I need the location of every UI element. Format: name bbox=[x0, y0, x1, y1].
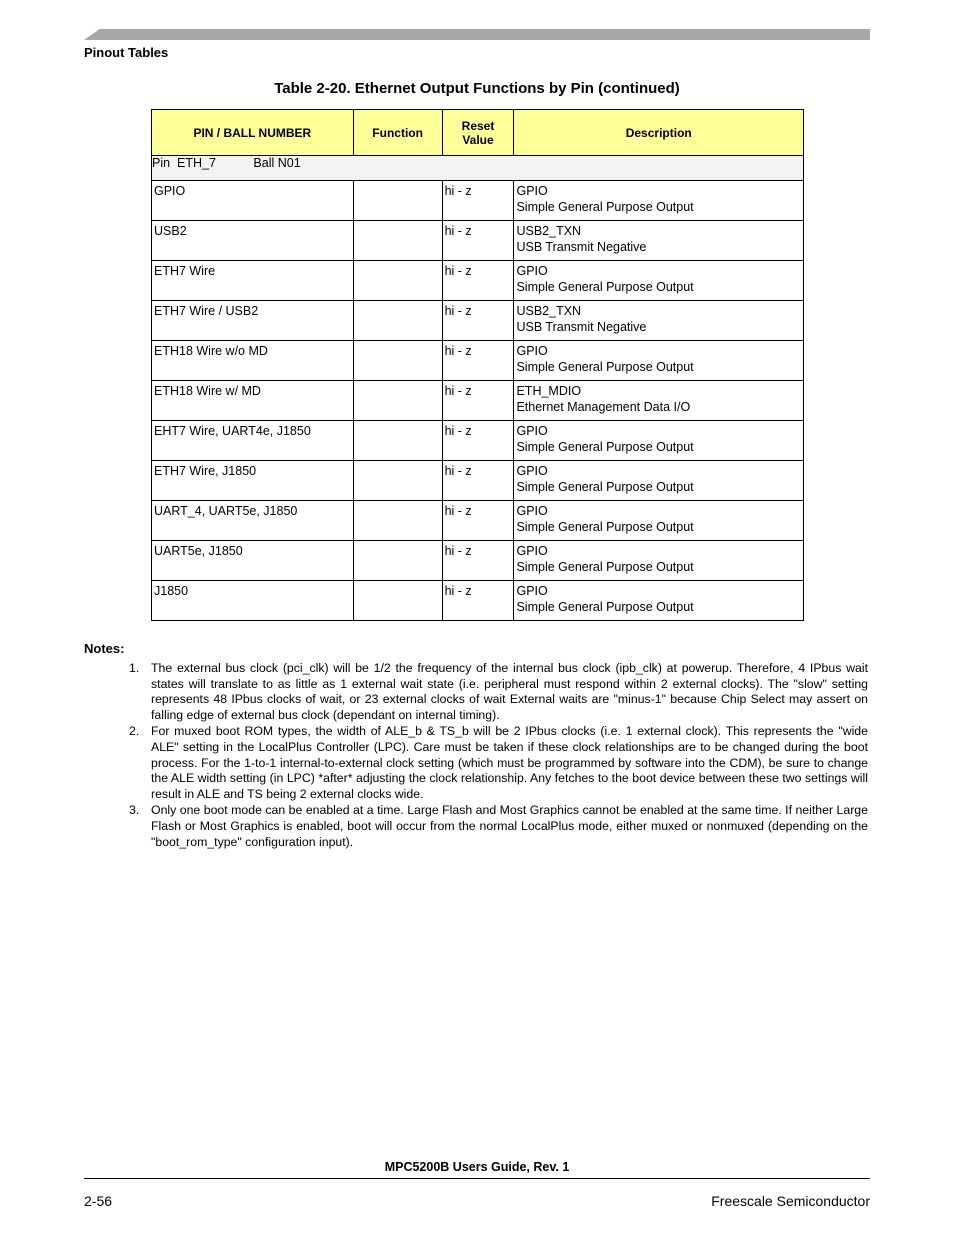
description-signal: GPIO bbox=[516, 264, 548, 278]
cell-pin bbox=[152, 261, 354, 301]
reset-text: hi - z bbox=[444, 464, 472, 478]
notes-title: Notes: bbox=[84, 641, 125, 656]
function-text bbox=[354, 301, 442, 304]
column-header-description: Description bbox=[514, 110, 804, 156]
cell-reset-value bbox=[442, 541, 514, 581]
function-text bbox=[354, 421, 442, 424]
cell-function bbox=[353, 381, 442, 421]
table-row bbox=[152, 381, 804, 421]
cell-description bbox=[514, 501, 804, 541]
cell-description bbox=[514, 261, 804, 301]
reset-text: hi - z bbox=[444, 344, 472, 358]
cell-function bbox=[353, 261, 442, 301]
description-signal: USB2_TXN bbox=[516, 224, 582, 238]
note-number: 3. bbox=[129, 803, 140, 818]
description-text bbox=[514, 581, 803, 615]
cell-function bbox=[353, 221, 442, 261]
column-header-reset-value bbox=[442, 110, 514, 156]
cell-description bbox=[514, 461, 804, 501]
note-number: 2. bbox=[129, 724, 140, 739]
description-signal: GPIO bbox=[516, 504, 548, 518]
cell-reset-value bbox=[442, 381, 514, 421]
function-text bbox=[354, 261, 442, 264]
table-row bbox=[152, 341, 804, 381]
reset-text: hi - z bbox=[444, 264, 472, 278]
footer-document-title: MPC5200B Users Guide, Rev. 1 bbox=[384, 1160, 570, 1174]
pin-text: J1850 bbox=[154, 584, 189, 598]
table-row bbox=[152, 541, 804, 581]
cell-function bbox=[353, 581, 442, 621]
table-row bbox=[152, 261, 804, 301]
description-text bbox=[514, 421, 803, 455]
pin-text: ETH18 Wire w/o MD bbox=[154, 344, 268, 358]
description-text bbox=[514, 221, 803, 255]
cell-function bbox=[353, 301, 442, 341]
cell-reset-value bbox=[442, 421, 514, 461]
reset-text: hi - z bbox=[444, 504, 472, 518]
description-detail: USB Transmit Negative bbox=[516, 239, 647, 254]
pin-text: ETH7 Wire bbox=[154, 264, 216, 278]
description-detail: Simple General Purpose Output bbox=[516, 439, 694, 454]
cell-reset-value bbox=[442, 461, 514, 501]
note-item bbox=[129, 661, 868, 724]
description-text bbox=[514, 541, 803, 575]
reset-text: hi - z bbox=[444, 544, 472, 558]
description-text bbox=[514, 381, 803, 415]
cell-function bbox=[353, 501, 442, 541]
description-signal: GPIO bbox=[516, 544, 548, 558]
description-signal: USB2_TXN bbox=[516, 304, 582, 318]
note-text: Only one boot mode can be enabled at a time. Large Flash and Most Graphics cannot be enabled at the same time. If neither Large Flash or Most Graphics is enabled, boot will occur from the normal LocalPlus mode, either muxed or nonmuxed (depending on the "boot_rom_type" configuration input). bbox=[151, 803, 868, 849]
company-name: Freescale Semiconductor bbox=[711, 1193, 870, 1209]
pin-text: USB2 bbox=[154, 224, 187, 238]
cell-function bbox=[353, 341, 442, 381]
function-text bbox=[354, 501, 442, 504]
table-row bbox=[152, 421, 804, 461]
table-row bbox=[152, 581, 804, 621]
description-detail: Simple General Purpose Output bbox=[516, 559, 694, 574]
function-text bbox=[354, 461, 442, 464]
table-row bbox=[152, 461, 804, 501]
pin-text: ETH7 Wire / USB2 bbox=[154, 304, 259, 318]
cell-reset-value bbox=[442, 301, 514, 341]
table-row bbox=[152, 501, 804, 541]
description-signal: GPIO bbox=[516, 184, 548, 198]
cell-description bbox=[514, 341, 804, 381]
description-signal: GPIO bbox=[516, 344, 548, 358]
description-signal: GPIO bbox=[516, 584, 548, 598]
ethernet-output-functions-table bbox=[151, 109, 804, 621]
column-header-pin: PIN / BALL NUMBER bbox=[152, 110, 354, 156]
description-detail: Simple General Purpose Output bbox=[516, 599, 694, 614]
description-signal: GPIO bbox=[516, 424, 548, 438]
notes-list bbox=[129, 661, 868, 851]
cell-pin bbox=[152, 461, 354, 501]
cell-description bbox=[514, 181, 804, 221]
reset-text: hi - z bbox=[444, 584, 472, 598]
description-detail: Simple General Purpose Output bbox=[516, 479, 694, 494]
reset-text: hi - z bbox=[444, 224, 472, 238]
description-signal: ETH_MDIO bbox=[516, 384, 582, 398]
cell-pin bbox=[152, 221, 354, 261]
reset-text: hi - z bbox=[444, 184, 472, 198]
note-item bbox=[129, 803, 868, 850]
cell-function bbox=[353, 421, 442, 461]
pin-text: EHT7 Wire, UART4e, J1850 bbox=[154, 424, 311, 438]
pin-text: UART5e, J1850 bbox=[154, 544, 243, 558]
description-text bbox=[514, 261, 803, 295]
function-text bbox=[354, 581, 442, 584]
cell-reset-value bbox=[442, 581, 514, 621]
cell-reset-value bbox=[442, 221, 514, 261]
description-text bbox=[514, 461, 803, 495]
function-text bbox=[354, 221, 442, 224]
function-text bbox=[354, 341, 442, 344]
cell-description bbox=[514, 221, 804, 261]
table-title: Table 2-20. Ethernet Output Functions by Pin (continued) bbox=[274, 80, 680, 97]
reset-text: hi - z bbox=[444, 304, 472, 318]
cell-pin bbox=[152, 381, 354, 421]
cell-pin bbox=[152, 301, 354, 341]
cell-function bbox=[353, 461, 442, 501]
reset-header-line1: Reset bbox=[461, 118, 495, 133]
note-item bbox=[129, 724, 868, 803]
pin-text: GPIO bbox=[154, 184, 186, 198]
cell-description bbox=[514, 581, 804, 621]
description-text bbox=[514, 341, 803, 375]
cell-reset-value bbox=[442, 261, 514, 301]
pin-text: UART_4, UART5e, J1850 bbox=[154, 504, 298, 518]
function-text bbox=[354, 181, 442, 184]
footer-divider bbox=[84, 1178, 870, 1179]
note-text: For muxed boot ROM types, the width of ALE_b & TS_b will be 2 IPbus clocks (i.e. 1 external clock). This represents the "wide ALE" setting in the LocalPlus Controller (LPC). Care must be taken if these clock relationships are to be changed during the boot process. For the 1-to-1 internal-to-external clock setting (which must be programmed by software into the CDM), be sure to change the ALE width setting (in LPC) *after* adjusting the clock relationship. Any fetches to the boot device between these two settings will result in ALE and TS being 2 external clocks wide. bbox=[151, 724, 868, 802]
description-detail: Simple General Purpose Output bbox=[516, 279, 694, 294]
cell-reset-value bbox=[442, 181, 514, 221]
description-detail: Simple General Purpose Output bbox=[516, 199, 694, 214]
description-detail: Ethernet Management Data I/O bbox=[516, 399, 691, 414]
cell-pin bbox=[152, 341, 354, 381]
description-signal: GPIO bbox=[516, 464, 548, 478]
cell-function bbox=[353, 541, 442, 581]
cell-pin bbox=[152, 501, 354, 541]
description-detail: Simple General Purpose Output bbox=[516, 519, 694, 534]
table-row bbox=[152, 181, 804, 221]
pin-text: ETH7 Wire, J1850 bbox=[154, 464, 257, 478]
description-detail: Simple General Purpose Output bbox=[516, 359, 694, 374]
cell-description bbox=[514, 541, 804, 581]
reset-header-line2: Value bbox=[462, 132, 494, 147]
header-decorative-bar bbox=[84, 29, 870, 40]
cell-pin bbox=[152, 181, 354, 221]
reset-text: hi - z bbox=[444, 384, 472, 398]
group-ball-label: Ball N01 bbox=[253, 156, 301, 170]
pin-group-cell bbox=[152, 156, 804, 181]
table-row bbox=[152, 221, 804, 261]
cell-reset-value bbox=[442, 501, 514, 541]
page-number: 2-56 bbox=[84, 1193, 113, 1209]
cell-pin bbox=[152, 541, 354, 581]
description-detail: USB Transmit Negative bbox=[516, 319, 647, 334]
table-row bbox=[152, 301, 804, 341]
table-header-row bbox=[152, 110, 804, 156]
section-header: Pinout Tables bbox=[84, 45, 169, 60]
function-text bbox=[354, 381, 442, 384]
description-text bbox=[514, 301, 803, 335]
cell-pin bbox=[152, 421, 354, 461]
cell-pin bbox=[152, 581, 354, 621]
pin-group-row bbox=[152, 156, 804, 181]
cell-reset-value bbox=[442, 341, 514, 381]
description-text bbox=[514, 181, 803, 215]
cell-description bbox=[514, 421, 804, 461]
cell-description bbox=[514, 301, 804, 341]
pin-text: ETH18 Wire w/ MD bbox=[154, 384, 261, 398]
note-number: 1. bbox=[129, 661, 140, 675]
cell-function bbox=[353, 181, 442, 221]
cell-description bbox=[514, 381, 804, 421]
note-text: The external bus clock (pci_clk) will be 1/2 the frequency of the internal bus clock (ipb_clk) at powerup. Therefore, 4 IPbus wait states will translate to as little as 1 external wait state (i.e. peripheral must respond within 2 external clocks). The "slow" setting represents 48 IPbus clocks of wait, or 23 external clocks of wait External waits are "minus-1" because Chip Select may assert on falling edge of external bus clock (dependant on internal timing). bbox=[151, 661, 868, 723]
column-header-function: Function bbox=[353, 110, 442, 156]
function-text bbox=[354, 541, 442, 544]
description-text bbox=[514, 501, 803, 535]
reset-text: hi - z bbox=[444, 424, 472, 438]
group-pin-label: Pin ETH_7 bbox=[152, 156, 216, 170]
